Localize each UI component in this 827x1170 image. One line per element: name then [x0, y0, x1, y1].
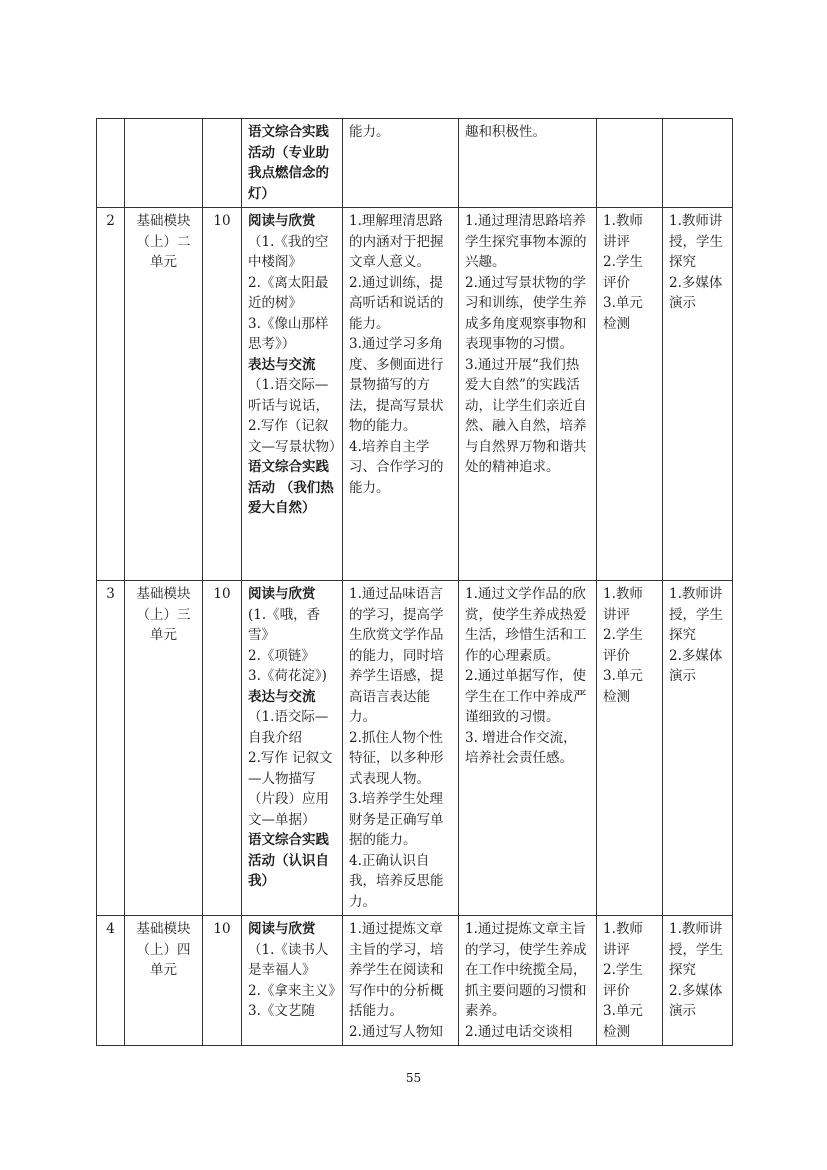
method-cell: [663, 119, 733, 208]
ability-line: 2.通过写人物知: [349, 1023, 443, 1040]
assessment-cell: [597, 119, 663, 208]
content-cell: [242, 581, 343, 916]
table-row: [97, 916, 733, 1046]
teaching-plan-table: [96, 118, 733, 1046]
method-line: 1.教师讲授，学生探究: [669, 586, 723, 643]
assessment-line: 1.教师讲评: [603, 921, 643, 958]
content-heading: 语文综合实践活动 （我们热爱大自然）: [248, 459, 334, 516]
content-line: 2.《项链》: [248, 647, 315, 664]
content-line: 3.《文艺随: [248, 1003, 315, 1019]
assessment-line: 2.学生评价: [603, 254, 643, 291]
class-hours: 10: [203, 916, 242, 1046]
method-line: 2.多媒体演示: [669, 274, 723, 311]
ability-cell: [343, 208, 459, 581]
method-cell: [663, 208, 733, 581]
content-line: 2.《拿来主义》: [248, 982, 342, 999]
quality-line: 3.通过开展“我们热爱大自然”的实践活动，让学生们亲近自然、融入自然，培养与自然界万物和谐共处的精神追求。: [465, 356, 587, 475]
ability-line: 1.理解理清思路的内涵对于把握文章人意义。: [349, 213, 444, 270]
quality-line: 1.通过文学作品的欣赏，使学生养成热爱生活，珍惜生活和工作的心理素质。: [465, 586, 587, 664]
content-line: 2.写作（记叙文—写景状物）: [248, 418, 343, 455]
table-row: [97, 208, 733, 581]
class-hours: 10: [203, 581, 242, 916]
content-line: （1.《读书人是幸福人》: [248, 941, 329, 978]
assessment-cell: [597, 916, 663, 1046]
method-cell: [663, 916, 733, 1046]
quality-cell: [459, 119, 597, 208]
method-cell: [663, 581, 733, 916]
ability-line: 2.通过训练，提高听话和说话的能力。: [349, 274, 444, 332]
content-line: 语文综合实践活动（专业助我点燃信念的灯）: [248, 124, 329, 202]
content-line: （1.语交际—自我介绍: [248, 709, 329, 746]
ability-cell: [343, 119, 459, 208]
row-number: 4: [97, 916, 125, 1046]
row-number: 3: [97, 581, 125, 916]
quality-line: 2.通过写景状物的学习和训练，使学生养成多角度观察事物和表现事物的习惯。: [465, 274, 587, 352]
quality-line: 3. 增进合作交流，培养社会责任感。: [465, 729, 577, 766]
class-hours: 10: [203, 208, 242, 581]
quality-line: 1.通过理清思路培养学生探究事物本源的兴趣。: [465, 213, 587, 270]
assessment-line: 3.单元检测: [603, 295, 643, 332]
table-row: [97, 119, 733, 208]
quality-cell: [459, 208, 597, 581]
ability-line: 1.通过提炼文章主旨的学习，培养学生在阅读和写作中的分析概括能力。: [349, 921, 444, 1019]
content-cell: [242, 119, 343, 208]
module-name: 基础模块（上）四单元: [125, 916, 203, 1046]
method-line: 2.多媒体演示: [669, 647, 723, 684]
quality-line: 2.通过电话交谈相: [465, 1023, 573, 1040]
ability-line: 3.通过学习多角度、多侧面进行景物描写的方法，提高写景状物的能力。: [349, 336, 444, 434]
method-line: 1.教师讲授，学生探究: [669, 921, 723, 978]
ability-line: 能力。: [349, 124, 390, 140]
ability-line: 4.正确认识自我，培养反思能力。: [349, 852, 444, 910]
quality-cell: [459, 916, 597, 1046]
assessment-line: 1.教师讲评: [603, 213, 643, 250]
content-line: 3.《像山那样思考》）: [248, 315, 329, 352]
assessment-line: 2.学生评价: [603, 962, 643, 999]
quality-line: 1.通过提炼文章主旨的学习，使学生养成在工作中统揽全局，抓主要问题的习惯和素养。: [465, 921, 587, 1019]
ability-line: 2.抓住人物个性特征，以多种形式表现人物。: [349, 729, 444, 787]
ability-line: 4.培养自主学习、合作学习的能力。: [349, 438, 444, 496]
content-line: 3.《荷花淀》): [248, 668, 327, 684]
quality-line: 2.通过单据写作，使学生在工作中养成严谨细致的习惯。: [465, 668, 587, 725]
content-heading: 阅读与欣赏: [248, 921, 316, 937]
assessment-line: 1.教师讲评: [603, 586, 643, 623]
module-name: 基础模块（上）三单元: [125, 581, 203, 916]
assessment-line: 3.单元检测: [603, 1003, 643, 1040]
content-line: (1.《哦，香雪》: [248, 606, 321, 643]
row-number: [97, 119, 125, 208]
content-heading: 表达与交流: [248, 356, 316, 373]
ability-cell: [343, 916, 459, 1046]
content-cell: [242, 208, 343, 581]
content-line: 2.《离太阳最近的树》: [248, 274, 329, 311]
ability-line: 1.通过品味语言的学习，提高学生欣赏文学作品的能力，同时培养学生语感，提高语言表达能力。: [349, 586, 444, 725]
table-row: [97, 581, 733, 916]
assessment-cell: [597, 581, 663, 916]
module-name: 基础模块（上）二单元: [125, 208, 203, 581]
content-heading: 阅读与欣赏: [248, 586, 316, 602]
content-line: （1.语交际—听话与说话，: [248, 377, 329, 414]
content-heading: 阅读与欣赏: [248, 213, 316, 229]
content-heading: 语文综合实践活动（认识自我）: [248, 832, 329, 889]
page-number: 55: [405, 1071, 422, 1085]
row-number: 2: [97, 208, 125, 581]
quality-line: 趣和积极性。: [465, 124, 546, 140]
quality-cell: [459, 581, 597, 916]
content-line: （1.《我的空中楼阁》: [248, 233, 329, 270]
content-line: 2.写作 记叙文—人物描写（片段）应用文—单据）: [248, 750, 333, 828]
assessment-line: 3.单元检测: [603, 668, 643, 705]
ability-cell: [343, 581, 459, 916]
content-cell: [242, 916, 343, 1046]
class-hours: [203, 119, 242, 208]
assessment-line: 2.学生评价: [603, 627, 643, 664]
assessment-cell: [597, 208, 663, 581]
method-line: 2.多媒体演示: [669, 982, 723, 1019]
ability-line: 3.培养学生处理财务是正确写单据的能力。: [349, 791, 444, 848]
module-name: [125, 119, 203, 208]
method-line: 1.教师讲授，学生探究: [669, 213, 723, 270]
content-heading: 表达与交流: [248, 688, 316, 705]
